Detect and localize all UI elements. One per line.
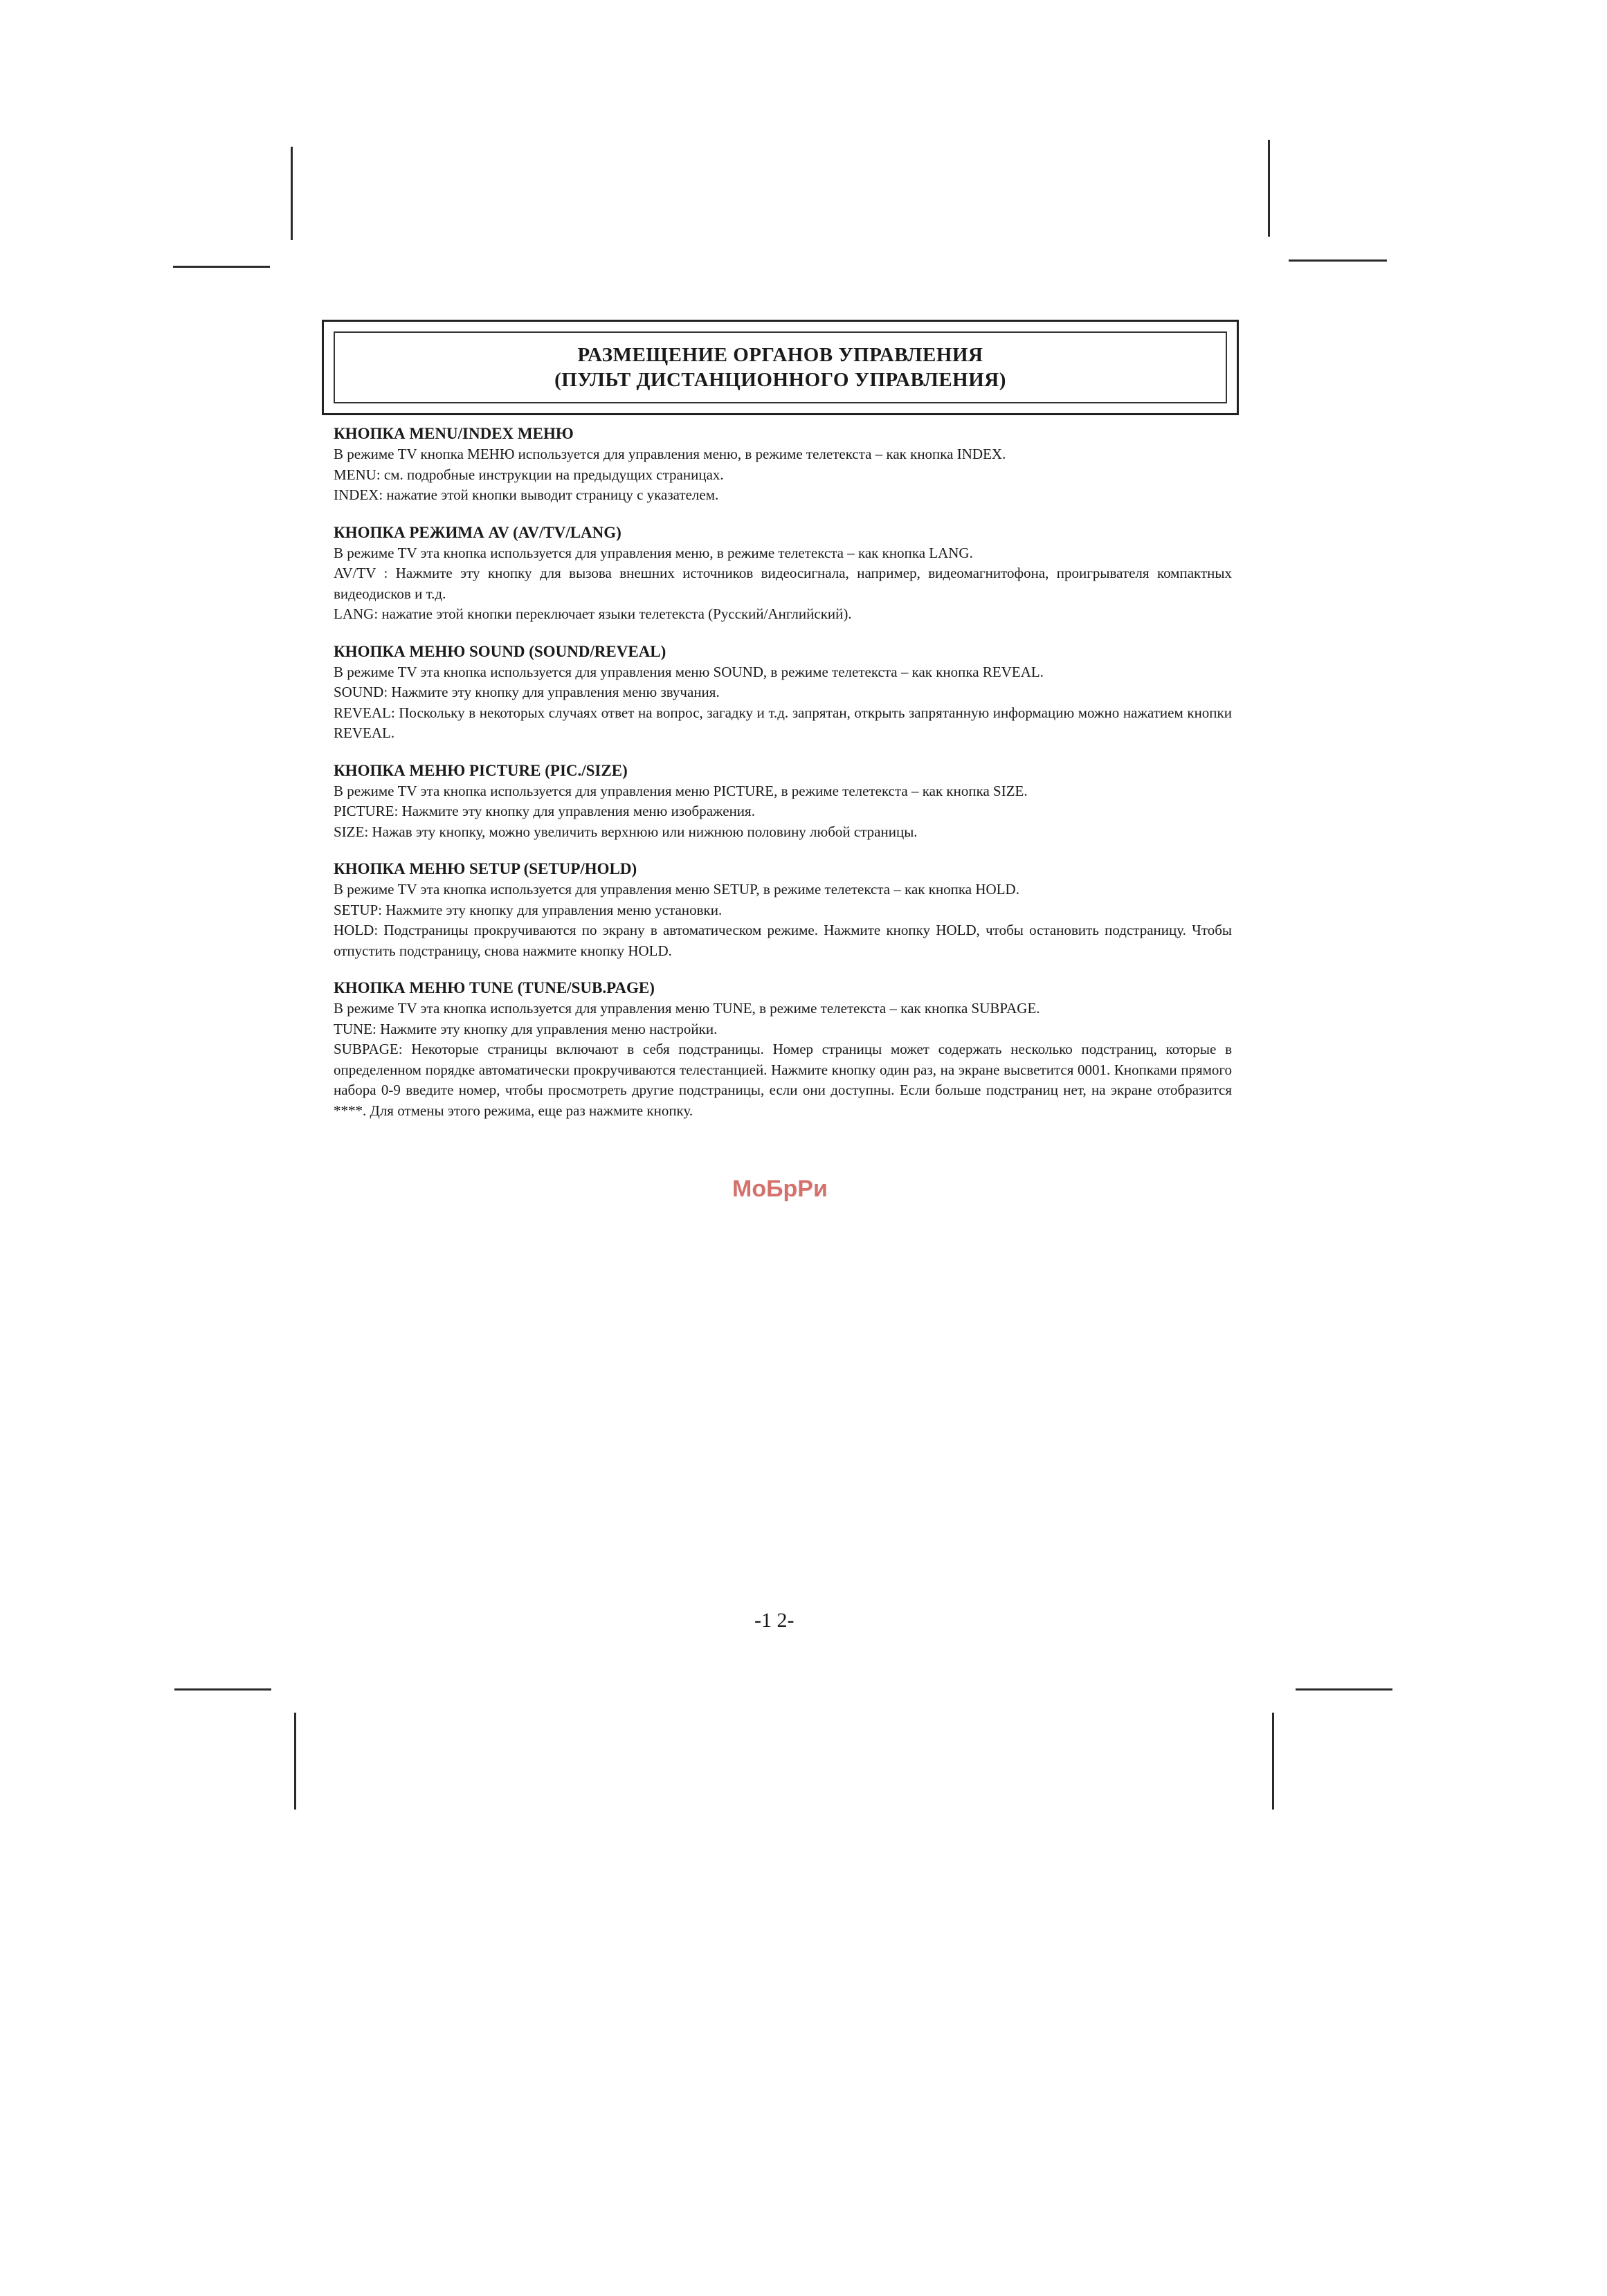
- paragraph: В режиме TV эта кнопка используется для управления меню PICTURE, в режиме телетекста – как кнопка SIZE.: [334, 782, 1028, 799]
- paragraph: REVEAL: Поскольку в некоторых случаях ответ на вопрос, загадку и т.д. запрятан, открыть запрятанную информацию можно нажатием кнопки REVEAL.: [334, 704, 1232, 741]
- page-title-line-1: РАЗМЕЩЕНИЕ ОРГАНОВ УПРАВЛЕНИЯ: [577, 344, 983, 366]
- paragraph: HOLD: Подстраницы прокручиваются по экрану в автоматическом режиме. Нажмите кнопку HOLD, чтобы остановить подстраницу. Чтобы отпустить подстраницу, снова нажмите кнопку HOLD.: [334, 922, 1232, 959]
- paragraph: В режиме TV эта кнопка используется для управления меню TUNE, в режиме телетекста – как кнопка SUBPAGE.: [334, 1000, 1040, 1017]
- section-heading: КНОПКА МЕНЮ SETUP (SETUP/HOLD): [334, 860, 637, 877]
- document-body: [334, 423, 1232, 1138]
- paragraph: SETUP: Нажмите эту кнопку для управления меню установки.: [334, 901, 723, 918]
- paragraph: MENU: см. подробные инструкции на предыдущих страницах.: [334, 466, 724, 483]
- crop-mark-top-left-vertical: [291, 147, 293, 240]
- section-heading: КНОПКА МЕНЮ PICTURE (PIC./SIZE): [334, 761, 628, 779]
- paragraph: В режиме TV кнопка МЕНЮ используется для управления меню, в режиме телетекста – как кнопка INDEX.: [334, 446, 1006, 462]
- paragraph: В режиме TV эта кнопка используется для управления меню SETUP, в режиме телетекста – как кнопка HOLD.: [334, 881, 1019, 898]
- crop-mark-bottom-right-vertical: [1272, 1713, 1274, 1810]
- section-setup-hold: [334, 859, 1232, 961]
- crop-mark-top-left-horizontal: [173, 266, 270, 268]
- paragraph: SUBPAGE: Некоторые страницы включают в себя подстраницы. Номер страницы может содержать несколько подстраниц, которые в определенном порядке автоматически прокручиваются телестанцией. Нажмите кнопку один раз, на экране высветится 0001. Кнопками прямого набора 0-9 введите номер, чтобы просмотреть другие подстраницы, если они доступны. Если больше подстраниц нет, на экране отобразится ****. Для отмены этого режима, еще раз нажмите кнопку.: [334, 1041, 1232, 1119]
- paragraph: INDEX: нажатие этой кнопки выводит страницу с указателем.: [334, 486, 719, 503]
- section-heading: КНОПКА MENU/INDEX МЕНЮ: [334, 425, 574, 442]
- crop-mark-bottom-right-horizontal: [1296, 1688, 1392, 1691]
- section-heading: КНОПКА МЕНЮ TUNE (TUNE/SUB.PAGE): [334, 979, 655, 996]
- page-title-line-2: (ПУЛЬТ ДИСТАНЦИОННОГО УПРАВЛЕНИЯ): [554, 369, 1006, 391]
- watermark: МоБрРи: [732, 1176, 828, 1202]
- section-heading: КНОПКА РЕЖИМА AV (AV/TV/LANG): [334, 523, 621, 541]
- crop-mark-bottom-left-vertical: [294, 1713, 296, 1810]
- title-box-inner: [334, 331, 1227, 403]
- page-number: -1 2-: [754, 1609, 795, 1632]
- paragraph: PICTURE: Нажмите эту кнопку для управления меню изображения.: [334, 803, 755, 819]
- paragraph: TUNE: Нажмите эту кнопку для управления меню настройки.: [334, 1020, 718, 1037]
- paragraph: В режиме TV эта кнопка используется для управления меню, в режиме телетекста – как кнопка LANG.: [334, 544, 973, 561]
- section-sound-reveal: [334, 641, 1232, 744]
- section-picture-size: [334, 760, 1232, 843]
- section-heading: КНОПКА МЕНЮ SOUND (SOUND/REVEAL): [334, 642, 666, 660]
- crop-mark-top-right-horizontal: [1289, 259, 1387, 262]
- paragraph: SOUND: Нажмите эту кнопку для управления меню звучания.: [334, 684, 720, 700]
- crop-mark-top-right-vertical: [1268, 140, 1270, 237]
- crop-mark-bottom-left-horizontal: [174, 1688, 271, 1691]
- title-box: [322, 320, 1239, 415]
- paragraph: AV/TV : Нажмите эту кнопку для вызова внешних источников видеосигнала, например, видеомагнитофона, проигрывателя компактных видеодисков и т.д.: [334, 565, 1232, 602]
- paragraph: LANG: нажатие этой кнопки переключает языки телетекста (Русский/Английский).: [334, 605, 852, 622]
- paragraph: В режиме TV эта кнопка используется для управления меню SOUND, в режиме телетекста – как кнопка REVEAL.: [334, 663, 1044, 680]
- section-menu-index: [334, 423, 1232, 506]
- section-tune-subpage: [334, 978, 1232, 1121]
- section-av-tv-lang: [334, 522, 1232, 625]
- paragraph: SIZE: Нажав эту кнопку, можно увеличить верхнюю или нижнюю половину любой страницы.: [334, 823, 918, 840]
